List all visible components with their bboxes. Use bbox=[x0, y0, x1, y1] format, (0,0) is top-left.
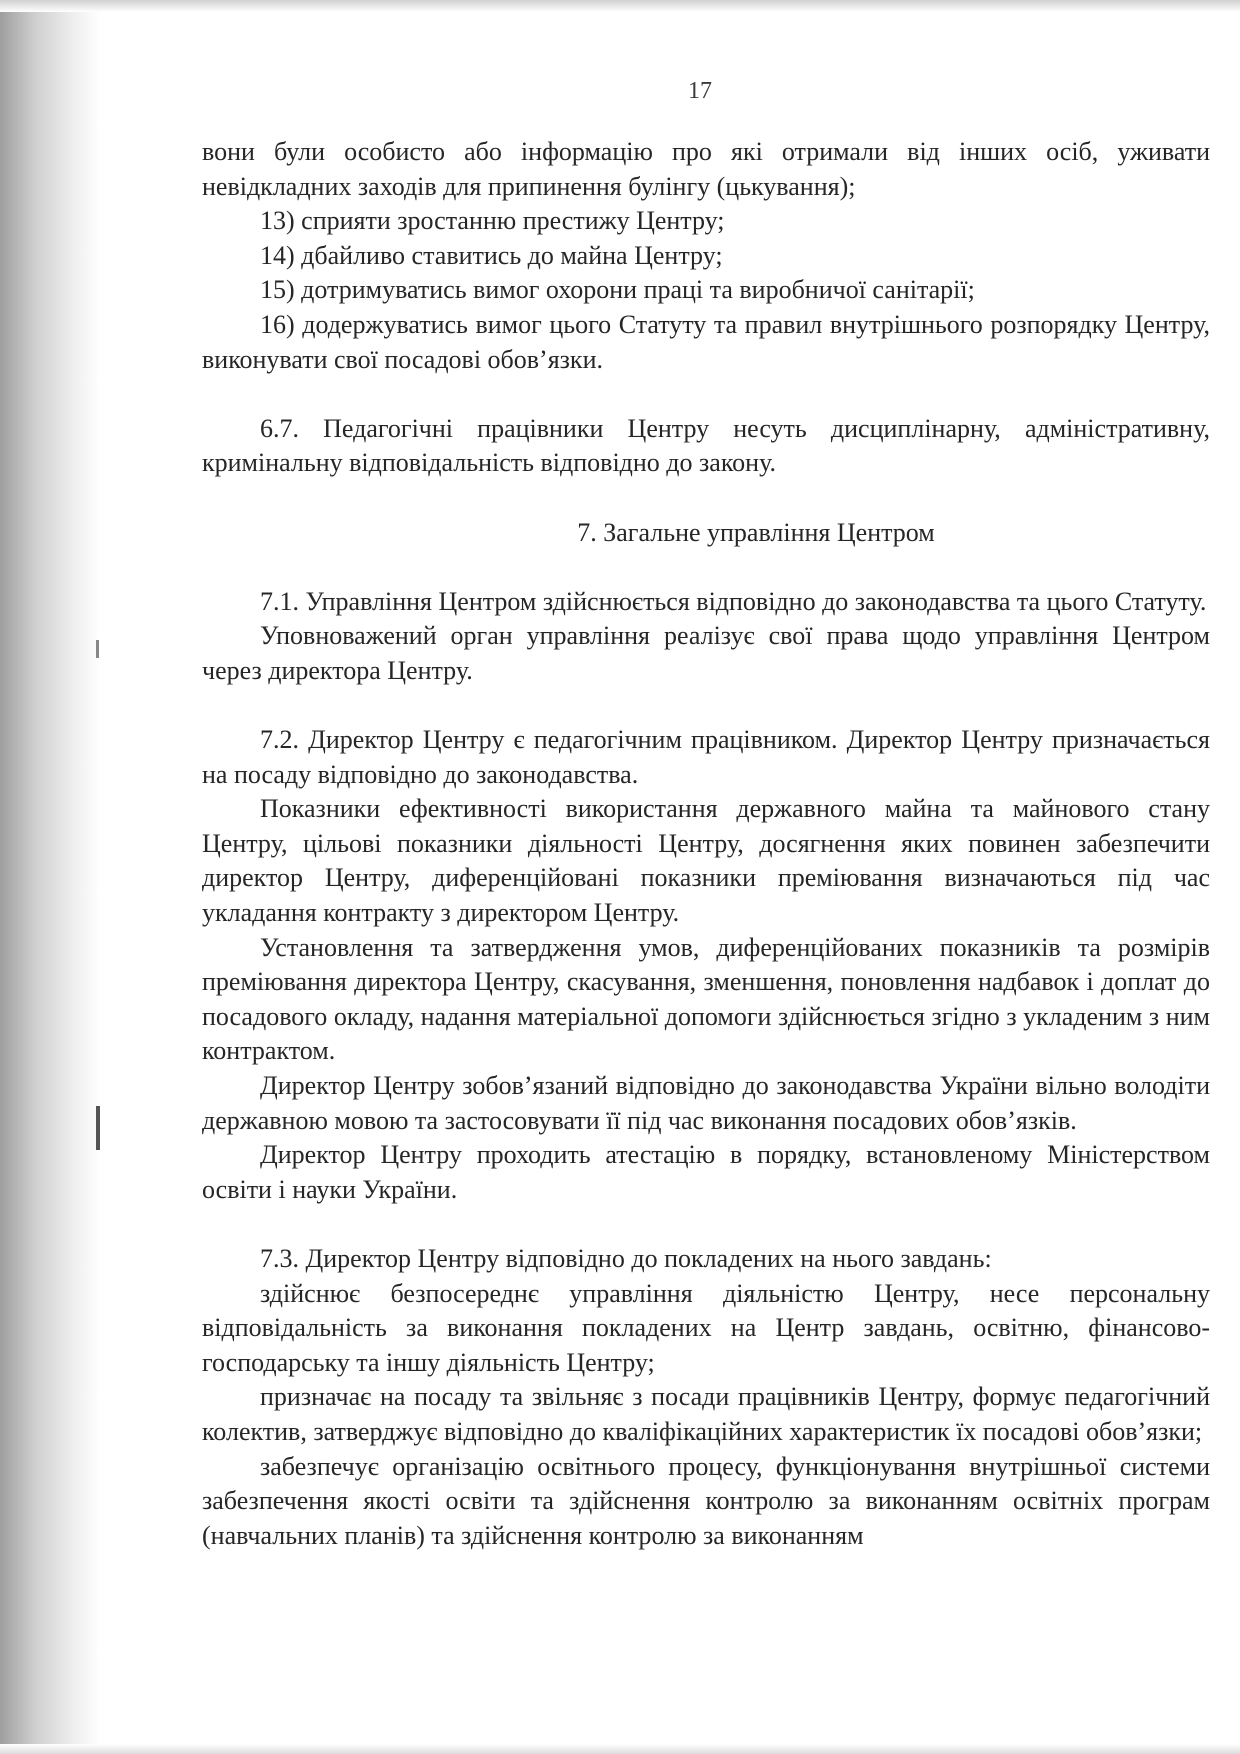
list-item-14: 14) дбайливо ставитись до майна Центру; bbox=[260, 240, 723, 270]
clause-7-2-paragraph: Директор Центру проходить атестацію в порядку, встановленому Міністерством освіти і науки України. bbox=[202, 1140, 1210, 1204]
scan-binding-shadow bbox=[0, 0, 100, 1754]
list-item-16: 16) додержуватись вимог цього Статуту та правил внутрішнього розпорядку Центру, виконувати свої посадові обов’язки. bbox=[202, 309, 1210, 374]
clause-7-2-paragraph: Установлення та затвердження умов, диференційованих показників та розмірів преміювання директора Центру, скасування, зменшення, поновлення надбавок і доплат до посадового окладу, надання матеріальної допомоги здійснюється згідно з укладеним з ним контрактом. bbox=[202, 932, 1210, 1066]
clause-7-3-paragraph: призначає на посаду та звільняє з посади працівників Центру, формує педагогічний колектив, затверджує відповідно до кваліфікаційних характеристик їх посадові обов’язки; bbox=[202, 1382, 1210, 1446]
scan-bottom-edge bbox=[0, 1744, 1240, 1754]
clause-7-3-paragraph: здійснює безпосереднє управління діяльністю Центру, несе персональну відповідальність за виконання покладених на Центр завдань, освітню, фінансово-господарську та іншу діяльність Центру; bbox=[202, 1278, 1210, 1377]
clause-7-2-paragraph: Показники ефективності використання державного майна та майнового стану Центру, цільові показники діяльності Центру, досягнення яких повинен забезпечити директор Центру, диференційовані показники преміювання визначаються під час укладання контракту з директором Центру. bbox=[202, 794, 1210, 928]
clause-7-1-paragraph: Уповноважений орган управління реалізує свої права щодо управління Центром через директора Центру. bbox=[202, 621, 1210, 685]
clause-7-1: 7.1. Управління Центром здійснюється відповідно до законодавства та цього Статуту. bbox=[260, 586, 1207, 616]
scan-mark bbox=[96, 640, 99, 658]
page-number: 17 bbox=[688, 78, 712, 104]
document-body bbox=[202, 135, 1210, 1553]
clause-7-2: 7.2. Директор Центру є педагогічним працівником. Директор Центру призначається на посаду відповідно до законодавства. bbox=[202, 725, 1210, 789]
clause-6-7: 6.7. Педагогічні працівники Центру несуть дисциплінарну, адміністративну, кримінальну відповідальність відповідно до закону. bbox=[202, 413, 1210, 478]
paragraph-continuation: вони були особисто або інформацію про які отримали від інших осіб, уживати невідкладних заходів для припинення булінгу (цькування); bbox=[202, 137, 1210, 201]
list-item-13: 13) сприяти зростанню престижу Центру; bbox=[260, 206, 725, 236]
clause-7-3: 7.3. Директор Центру відповідно до покладених на нього завдань: bbox=[260, 1244, 992, 1273]
list-item-15: 15) дотримуватись вимог охорони праці та виробничої санітарії; bbox=[260, 275, 975, 305]
scan-top-edge bbox=[0, 0, 1240, 12]
section-heading-7: 7. Загальне управління Центром bbox=[577, 517, 935, 547]
clause-7-2-paragraph: Директор Центру зобов’язаний відповідно до законодавства України вільно володіти державною мовою та застосовувати її під час виконання посадових обов’язків. bbox=[202, 1071, 1210, 1135]
scan-mark bbox=[96, 1106, 100, 1150]
clause-7-3-paragraph: забезпечує організацію освітнього процесу, функціонування внутрішньої системи забезпечення якості освіти та здійснення контролю за виконанням освітніх програм (навчальних планів) та здійснення контролю за виконанням bbox=[202, 1451, 1210, 1550]
